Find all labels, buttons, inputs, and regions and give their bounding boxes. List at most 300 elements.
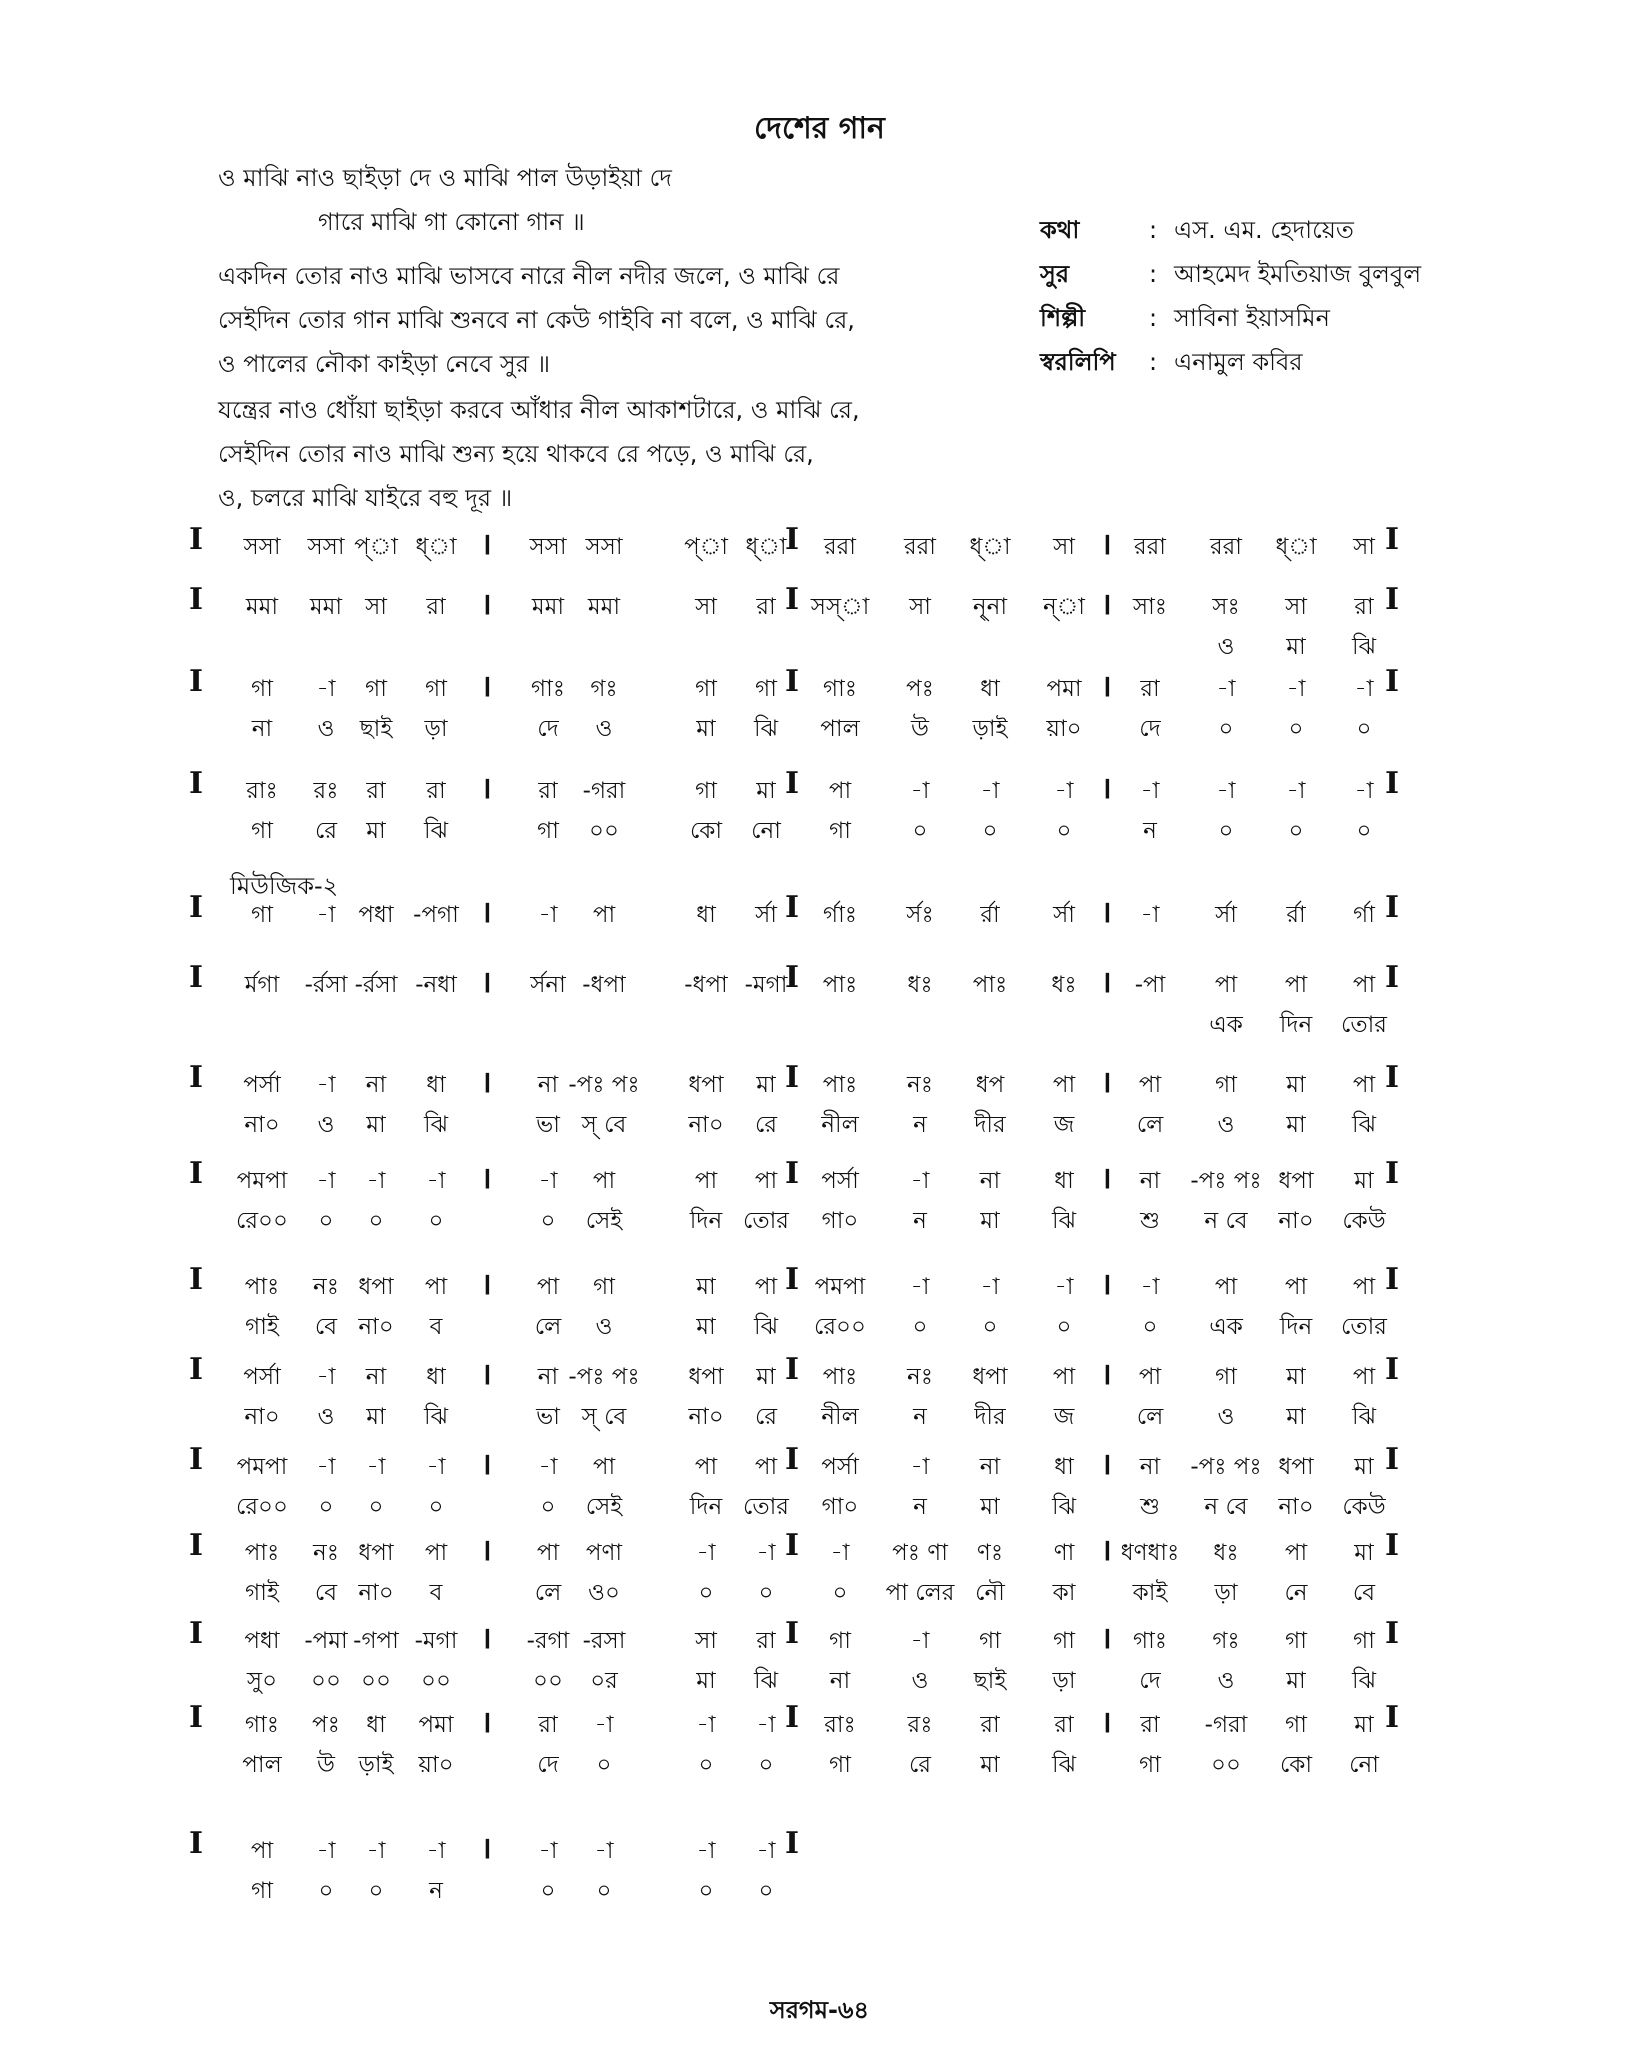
note-cell: ধা [696, 902, 716, 928]
lyric-syllable: সু০ [246, 1668, 278, 1694]
lyric-syllable: বে [314, 1314, 338, 1340]
bar-line: I [188, 1060, 204, 1095]
note-cell: -া [980, 1274, 1000, 1300]
note-cell: -পমা [304, 1628, 348, 1654]
lyric-syllable: এক [1209, 1012, 1243, 1038]
lyric-syllable: না [829, 1668, 851, 1694]
lyric-syllable: ও [595, 1314, 613, 1340]
note-cell: -া [426, 1454, 446, 1480]
bar-line: I [188, 1528, 204, 1563]
lyric-syllable: পাল [820, 716, 860, 742]
beat-divider: । [480, 1447, 492, 1482]
note-cell: -া [316, 1364, 336, 1390]
lyric-syllable: লে [534, 1314, 562, 1340]
note-cell: পা [536, 1540, 560, 1566]
note-cell: -গরা [1204, 1712, 1248, 1738]
lyric-syllable: ঝি [1052, 1494, 1076, 1520]
note-cell: পমা [418, 1712, 454, 1738]
lyric-line: সেইদিন তোর গান মাঝি শুনবে না কেউ গাইবি না বলে, ও মাঝি রে, [218, 306, 855, 334]
note-cell: পমপা [236, 1168, 288, 1194]
note-cell: সসা [243, 534, 281, 560]
note-cell: না [979, 1454, 1001, 1480]
bar-line: I [784, 1060, 800, 1095]
lyric-syllable: ড়াই [972, 716, 1008, 742]
lyric-syllable: ড়া [1052, 1668, 1076, 1694]
lyric-syllable: নীল [821, 1112, 859, 1138]
note-cell: গাঃ [244, 1712, 280, 1738]
note-cell: ধঃ [907, 972, 933, 998]
note-cell: রা [1140, 1712, 1160, 1738]
note-cell: -া [594, 1838, 614, 1864]
beat-divider: । [1100, 771, 1112, 806]
lyric-syllable: না০ [358, 1580, 394, 1606]
note-cell: না [365, 1364, 387, 1390]
note-cell: -া [696, 1712, 716, 1738]
lyric-syllable: ও [1217, 1404, 1235, 1430]
note-cell: পা [1138, 1072, 1162, 1098]
note-cell: সা [1285, 594, 1307, 620]
lyric-syllable: না [251, 716, 273, 742]
lyric-line: গারে মাঝি গা কোনো গান ॥ [318, 208, 585, 236]
note-cell: পা [424, 1274, 448, 1300]
note-cell: নঃ [907, 1072, 933, 1098]
lyric-syllable: ০ [912, 1314, 928, 1340]
lyric-syllable: মা [696, 1314, 716, 1340]
note-cell: র্গা [1353, 902, 1375, 928]
notation-line [0, 582, 1639, 660]
lyric-syllable: ছাই [359, 716, 393, 742]
lyric-syllable: ঝি [1352, 1112, 1376, 1138]
note-cell: গাঃ [822, 676, 858, 702]
beat-divider: । [480, 527, 492, 562]
note-cell: -া [366, 1838, 386, 1864]
bar-line: I [784, 522, 800, 557]
lyric-syllable: ড়াই [358, 1752, 394, 1778]
note-cell: পর্সা [821, 1168, 859, 1194]
note-cell: -পঃ পঃ [1190, 1454, 1262, 1480]
note-cell: -া [756, 1712, 776, 1738]
lyric-syllable: গা০ [821, 1494, 859, 1520]
bar-line: I [1384, 1616, 1400, 1651]
note-cell: সা [1053, 534, 1075, 560]
note-cell: ধা [426, 1364, 446, 1390]
note-cell: পা [694, 1454, 718, 1480]
note-cell: পাঃ [822, 1072, 858, 1098]
lyric-syllable: ও [1217, 1112, 1235, 1138]
note-cell: সঃ [1212, 594, 1240, 620]
note-cell: -পঃ পঃ [568, 1364, 640, 1390]
note-cell: -া [538, 902, 558, 928]
note-cell: গা [755, 676, 777, 702]
note-cell: ধা [980, 676, 1000, 702]
lyric-syllable: ০ [758, 1580, 774, 1606]
note-cell: রা [366, 778, 386, 804]
bar-line: I [784, 1700, 800, 1735]
note-cell: -পঃ পঃ [1190, 1168, 1262, 1194]
credit-key: স্বরলিপি [1040, 348, 1116, 376]
lyric-line: ও পালের নৌকা কাইড়া নেবে সুর ॥ [218, 350, 551, 378]
note-cell: -ধপা [684, 972, 728, 998]
lyric-syllable: জ [1053, 1404, 1075, 1430]
lyric-syllable: রে০০ [236, 1494, 288, 1520]
lyric-syllable: ০ [1056, 818, 1072, 844]
beat-divider: । [1100, 587, 1112, 622]
lyric-line: ও মাঝি নাও ছাইড়া দে ও মাঝি পাল উড়াইয়া দে [218, 164, 672, 192]
note-cell: র্সা [755, 902, 777, 928]
note-cell: না [979, 1168, 1001, 1194]
note-cell: মা [756, 1364, 776, 1390]
lyric-syllable: ০ [1356, 818, 1372, 844]
lyric-syllable: কো [1279, 1752, 1313, 1778]
note-cell: রা [538, 778, 558, 804]
bar-line: I [784, 766, 800, 801]
lyric-syllable: বে [1352, 1580, 1376, 1606]
note-cell: -া [1354, 676, 1374, 702]
beat-divider: । [1100, 1357, 1112, 1392]
note-cell: মা [756, 1072, 776, 1098]
note-cell: রা [538, 1712, 558, 1738]
note-cell: সা [909, 594, 931, 620]
bar-line: I [784, 1826, 800, 1861]
note-cell: -া [1354, 778, 1374, 804]
lyric-syllable: মা [1286, 1112, 1306, 1138]
lyric-syllable: ০ [912, 818, 928, 844]
note-cell: না [537, 1364, 559, 1390]
lyric-syllable: মা [366, 1112, 386, 1138]
note-cell: মা [1286, 1072, 1306, 1098]
bar-line: I [1384, 1262, 1400, 1297]
bar-line: I [188, 1616, 204, 1651]
lyric-syllable: গাই [245, 1314, 279, 1340]
notation-line [0, 960, 1639, 1038]
note-cell: ধঃ [1213, 1540, 1239, 1566]
note-cell: গাঃ [1132, 1628, 1168, 1654]
note-cell: পর্সা [243, 1072, 281, 1098]
lyric-syllable: ০ [428, 1208, 444, 1234]
note-cell: পাঃ [822, 1364, 858, 1390]
bar-line: I [784, 890, 800, 925]
note-cell: র্সা [1215, 902, 1237, 928]
note-cell: -া [910, 1454, 930, 1480]
note-cell: পা [1352, 1364, 1376, 1390]
lyric-syllable: বে [314, 1580, 338, 1606]
lyric-syllable: লে [1136, 1112, 1164, 1138]
note-cell: গা [593, 1274, 615, 1300]
beat-divider: । [1100, 1267, 1112, 1302]
lyric-syllable: রে০০ [814, 1314, 866, 1340]
notation-line [0, 1826, 1639, 1904]
note-cell: ররা [1210, 534, 1242, 560]
lyric-syllable: ও [317, 1404, 335, 1430]
lyric-syllable: লে [534, 1580, 562, 1606]
note-cell: -া [426, 1168, 446, 1194]
bar-line: I [188, 1700, 204, 1735]
lyric-syllable: ভা [536, 1404, 560, 1430]
lyric-syllable: শু [1140, 1208, 1160, 1234]
lyric-syllable: নো [751, 818, 781, 844]
note-cell: পা [1214, 1274, 1238, 1300]
page-footer: সরগম-৬৪ [769, 1996, 870, 2024]
bar-line: I [188, 1262, 204, 1297]
note-cell: রা [756, 594, 776, 620]
note-cell: -পগা [413, 902, 459, 928]
lyric-syllable: মা [1286, 634, 1306, 660]
beat-divider: । [480, 1267, 492, 1302]
credit-key: শিল্পী [1040, 304, 1086, 332]
notation-line [0, 1352, 1639, 1430]
note-cell: পা [536, 1274, 560, 1300]
note-cell: -া [1216, 778, 1236, 804]
lyric-syllable: ০০ [533, 1668, 563, 1694]
lyric-syllable: ঝি [1052, 1208, 1076, 1234]
credit-value: আহমেদ ইমতিয়াজ বুলবুল [1174, 260, 1422, 288]
beat-divider: । [480, 1357, 492, 1392]
note-cell: -া [910, 778, 930, 804]
lyric-syllable: দে [1139, 716, 1161, 742]
note-cell: মমা [309, 594, 343, 620]
note-cell: পধা [244, 1628, 280, 1654]
beat-divider: । [1100, 527, 1112, 562]
lyric-syllable: ন [913, 1494, 927, 1520]
lyric-syllable: ০ [758, 1752, 774, 1778]
note-cell: -া [1286, 778, 1306, 804]
note-cell: র্রা [1286, 902, 1306, 928]
note-cell: না [1139, 1454, 1161, 1480]
note-cell: -া [1140, 778, 1160, 804]
song-title: দেশের গান [754, 111, 885, 146]
lyric-line: সেইদিন তোর নাও মাঝি শুন্য হয়ে থাকবে রে পড়ে, ও মাঝি রে, [218, 440, 814, 468]
note-cell: -া [538, 1168, 558, 1194]
lyric-syllable: ০ [318, 1494, 334, 1520]
bar-line: I [784, 664, 800, 699]
note-cell: রা [1140, 676, 1160, 702]
lyric-line: একদিন তোর নাও মাঝি ভাসবে নারে নীল নদীর জলে, ও মাঝি রে [218, 262, 840, 290]
note-cell: নৃ্না [972, 594, 1008, 620]
lyric-syllable: সেই [585, 1208, 623, 1234]
note-cell: -া [1054, 778, 1074, 804]
note-cell: সাঃ [1132, 594, 1168, 620]
bar-line: I [188, 664, 204, 699]
lyric-syllable: ড়া [1214, 1580, 1238, 1606]
note-cell: নঃ [313, 1274, 339, 1300]
lyric-syllable: গা [829, 818, 851, 844]
bar-line: I [188, 1352, 204, 1387]
note-cell: -া [316, 1454, 336, 1480]
lyric-syllable: তোর [1341, 1314, 1387, 1340]
bar-line: I [188, 522, 204, 557]
lyric-syllable: ব [429, 1314, 443, 1340]
lyric-syllable: পা লের [885, 1580, 955, 1606]
lyric-syllable: ০ [832, 1580, 848, 1606]
note-cell: নঃ [313, 1540, 339, 1566]
note-cell: র্গাঃ [822, 902, 858, 928]
note-cell: ধপা [972, 1364, 1008, 1390]
credit-sep: : [1148, 304, 1158, 332]
note-cell: -া [830, 1540, 850, 1566]
credit-value: এনামুল কবির [1174, 348, 1303, 376]
lyric-syllable: জ [1053, 1112, 1075, 1138]
note-cell: -া [980, 778, 1000, 804]
note-cell: -া [316, 902, 336, 928]
lyric-syllable: ও [911, 1668, 929, 1694]
note-cell: সা [1353, 534, 1375, 560]
note-cell: ধা [1054, 1168, 1074, 1194]
lyric-syllable: রে [315, 818, 337, 844]
note-cell: সস্া [810, 594, 870, 620]
note-cell: ধপা [358, 1274, 394, 1300]
note-cell: সসা [585, 534, 623, 560]
lyric-syllable: ০ [428, 1494, 444, 1520]
note-cell: পা [754, 1168, 778, 1194]
lyric-syllable: গা [251, 1878, 273, 1904]
bar-line: I [784, 1616, 800, 1651]
note-cell: গা [251, 902, 273, 928]
note-cell: ধ্া [745, 534, 787, 560]
lyric-syllable: না০ [358, 1314, 394, 1340]
note-cell: র্মগা [244, 972, 280, 998]
lyric-syllable: গা [251, 818, 273, 844]
notation-line [0, 766, 1639, 844]
lyric-syllable: রে [909, 1752, 931, 1778]
note-cell: রঃ [313, 778, 339, 804]
lyric-syllable: ন বে [1204, 1208, 1248, 1234]
lyric-syllable: মা [1286, 1404, 1306, 1430]
bar-line: I [784, 1442, 800, 1477]
bar-line: I [188, 1442, 204, 1477]
lyric-syllable: ঝি [1052, 1752, 1076, 1778]
note-cell: ধ্া [1275, 534, 1317, 560]
notation-line [0, 890, 1639, 942]
lyric-syllable: ন [1143, 818, 1157, 844]
lyric-syllable: উ [317, 1752, 335, 1778]
note-cell: পমপা [236, 1454, 288, 1480]
note-cell: -া [538, 1454, 558, 1480]
note-cell: রা [980, 1712, 1000, 1738]
note-cell: ধপা [1278, 1454, 1314, 1480]
note-cell: রা [1054, 1712, 1074, 1738]
note-cell: গা [425, 676, 447, 702]
lyric-syllable: দীর [974, 1112, 1006, 1138]
note-cell: পা [592, 1454, 616, 1480]
lyric-syllable: ০ [1142, 1314, 1158, 1340]
lyric-syllable: রে [755, 1112, 777, 1138]
note-cell: পা [1284, 972, 1308, 998]
note-cell: -া [316, 676, 336, 702]
beat-divider: । [480, 1065, 492, 1100]
note-cell: ধঃ [1051, 972, 1077, 998]
note-cell: পর্সা [243, 1364, 281, 1390]
lyric-syllable: ঝি [1352, 1404, 1376, 1430]
lyric-syllable: ভা [536, 1112, 560, 1138]
lyric-syllable: স্ বে [581, 1112, 627, 1138]
note-cell: -রসা [582, 1628, 626, 1654]
note-cell: ধপা [688, 1072, 724, 1098]
beat-divider: । [1100, 1447, 1112, 1482]
credit-sep: : [1148, 216, 1158, 244]
lyric-syllable: মা [696, 716, 716, 742]
note-cell: -া [1054, 1274, 1074, 1300]
note-cell: সা [695, 1628, 717, 1654]
note-cell: -া [594, 1712, 614, 1738]
note-cell: ধা [1054, 1454, 1074, 1480]
note-cell: ধপা [688, 1364, 724, 1390]
note-cell: পাঃ [244, 1274, 280, 1300]
note-cell: না [537, 1072, 559, 1098]
note-cell: ধণধাঃ [1120, 1540, 1180, 1566]
lyric-syllable: স্ বে [581, 1404, 627, 1430]
lyric-syllable: তোর [743, 1494, 789, 1520]
notation-line [0, 1700, 1639, 1778]
lyric-syllable: দীর [974, 1404, 1006, 1430]
beat-divider: । [1100, 1705, 1112, 1740]
note-cell: পা [754, 1274, 778, 1300]
notation-line [0, 1156, 1639, 1234]
lyric-syllable: ও [1217, 1668, 1235, 1694]
note-cell: মমা [531, 594, 565, 620]
note-cell: গা [695, 778, 717, 804]
note-cell: -া [426, 1838, 446, 1864]
note-cell: গা [1285, 1628, 1307, 1654]
lyric-syllable: এক [1209, 1314, 1243, 1340]
note-cell: পা [1052, 1072, 1076, 1098]
lyric-syllable: নো [1349, 1752, 1379, 1778]
bar-line: I [784, 960, 800, 995]
note-cell: -া [316, 1838, 336, 1864]
note-cell: না [1139, 1168, 1161, 1194]
lyric-syllable: দিন [1279, 1314, 1313, 1340]
lyric-syllable: সেই [585, 1494, 623, 1520]
lyric-syllable: গা [537, 818, 559, 844]
lyric-syllable: ০ [1288, 716, 1304, 742]
beat-divider: । [1100, 1161, 1112, 1196]
note-cell: পঃ [312, 1712, 340, 1738]
note-cell: নঃ [907, 1364, 933, 1390]
lyric-syllable: গা [1139, 1752, 1161, 1778]
note-cell: -পঃ পঃ [568, 1072, 640, 1098]
lyric-syllable: ন বে [1204, 1494, 1248, 1520]
note-cell: র্সা [1053, 902, 1075, 928]
note-cell: র্সঃ [906, 902, 934, 928]
note-cell: ণঃ [976, 1540, 1004, 1566]
bar-line: I [1384, 1352, 1400, 1387]
notation-line [0, 522, 1639, 574]
lyric-syllable: ০ [982, 818, 998, 844]
note-cell: -রগা [526, 1628, 570, 1654]
lyric-syllable: কেউ [1342, 1208, 1386, 1234]
bar-line: I [1384, 1528, 1400, 1563]
note-cell: গা [1353, 1628, 1375, 1654]
lyric-syllable: না০ [688, 1112, 724, 1138]
beat-divider: । [1100, 895, 1112, 930]
note-cell: -মগা [744, 972, 788, 998]
lyric-syllable: ০ [596, 1878, 612, 1904]
note-cell: পা [828, 778, 852, 804]
note-cell: রঃ [907, 1712, 933, 1738]
lyric-syllable: ঝি [424, 818, 448, 844]
lyric-syllable: ০র [590, 1668, 618, 1694]
lyric-syllable: ০ [1356, 716, 1372, 742]
lyric-syllable: দিন [689, 1494, 723, 1520]
note-cell: না [365, 1072, 387, 1098]
bar-line: I [1384, 1156, 1400, 1191]
bar-line: I [1384, 522, 1400, 557]
bar-line: I [1384, 664, 1400, 699]
note-cell: -া [756, 1838, 776, 1864]
lyric-syllable: য়া০ [418, 1752, 454, 1778]
bar-line: I [784, 582, 800, 617]
note-cell: প্া [684, 534, 728, 560]
note-cell: -া [910, 1274, 930, 1300]
